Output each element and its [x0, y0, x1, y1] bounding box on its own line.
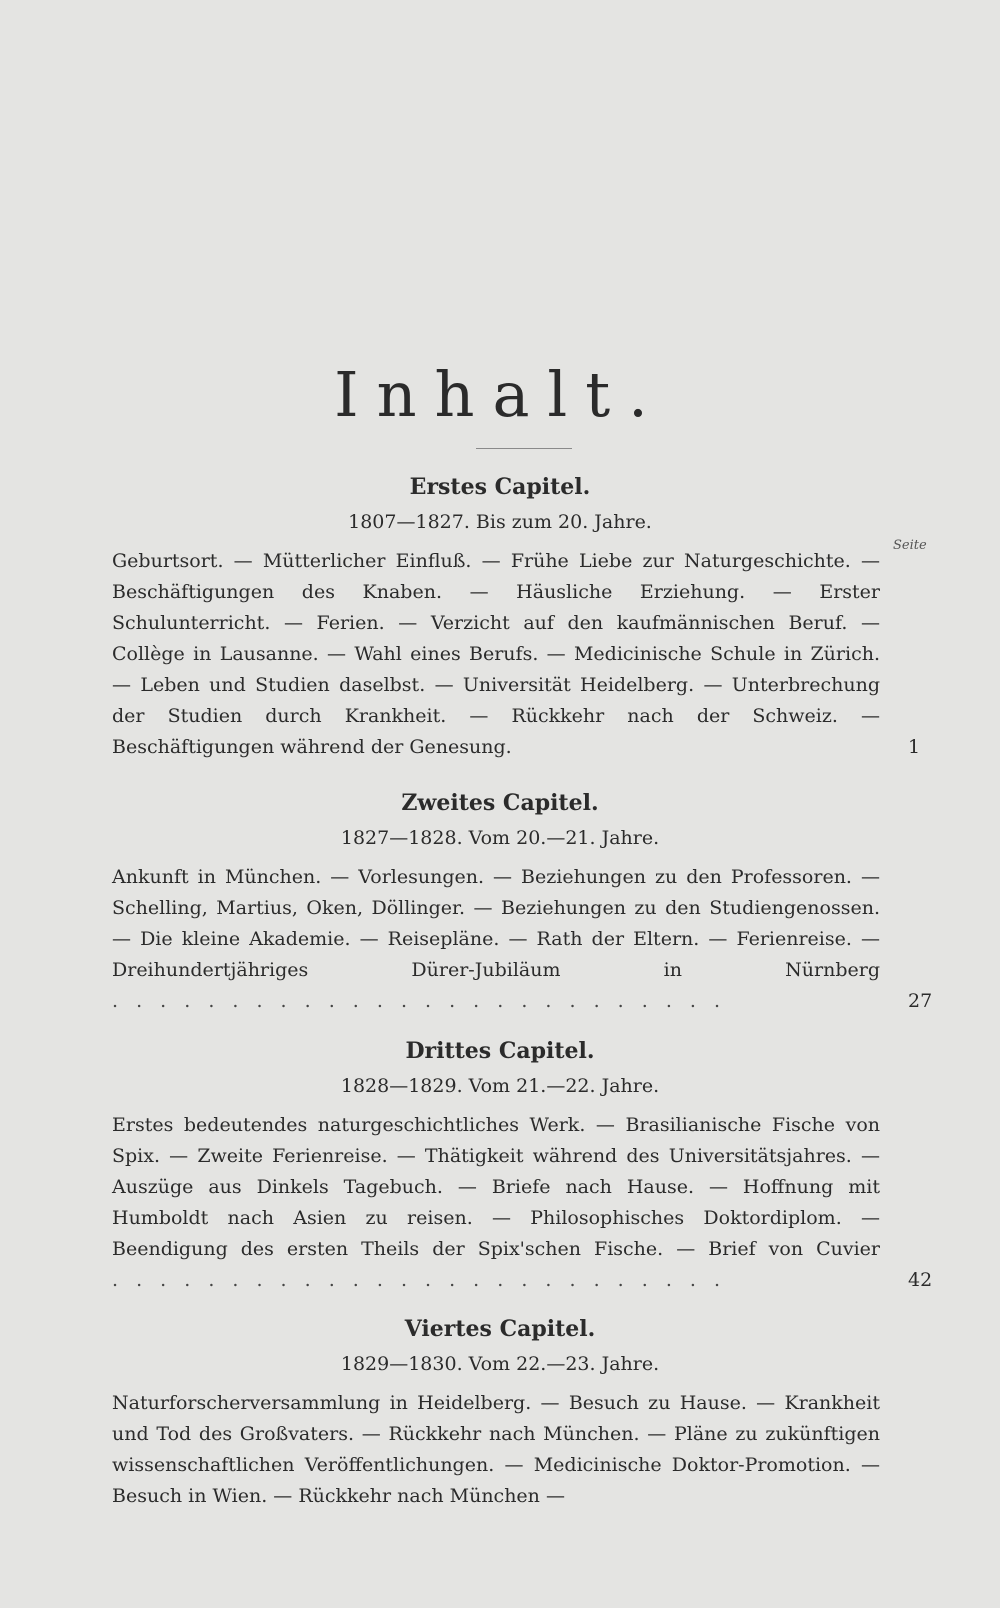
chapter-summary — [112, 546, 921, 763]
chapter-2 — [0, 786, 1000, 1017]
chapter-summary — [112, 1388, 880, 1512]
chapter-page-number: 1 — [908, 736, 921, 758]
chapter-4 — [0, 1312, 1000, 1512]
chapter-summary-text-wrap — [112, 862, 880, 1017]
chapter-3 — [0, 1034, 1000, 1296]
chapter-title: Zweites Capitel. — [401, 790, 599, 816]
chapter-summary — [112, 1110, 933, 1296]
chapter-subtitle: 1828—1829. Vom 21.—22. Jahre. — [340, 1075, 660, 1097]
dot-leader: . . . . . . . . . . . . . . . . . . . . . . . . . . — [112, 990, 727, 1012]
chapter-page-number: 27 — [908, 990, 933, 1012]
chapter-summary-text: Ankunft in München. — Vorlesungen. — Beziehungen zu den Professoren. — Schelling, Martius, Oken, Döllinger. — Beziehungen zu den Studiengenossen. — Die kleine Akademie. — Reisepläne. — Rath der Eltern. — Ferienreise. — Dreihundertjähriges Dürer-Jubiläum in Nürnberg — [112, 866, 880, 981]
chapter-summary — [112, 862, 933, 1017]
page-column-label: Seite — [893, 538, 927, 553]
chapter-subtitle: 1807—1827. Bis zum 20. Jahre. — [348, 511, 652, 533]
title-rule — [476, 448, 572, 449]
dot-leader: . . . . . . . . . . . . . . . . . . . . . . . . . . — [112, 1269, 727, 1291]
chapter-page-number: 42 — [908, 1269, 933, 1291]
chapter-title: Drittes Capitel. — [405, 1038, 595, 1064]
page-title: Inhalt. — [334, 358, 666, 431]
chapter-summary-text: Naturforscherversammlung in Heidelberg. — Besuch zu Hause. — Krankheit und Tod des Großvaters. — Rückkehr nach München. — Pläne zu zukünftigen wissenschaftlichen Veröffentlichungen. — Medicinische Doktor-Promotion. — Besuch in Wien. — Rückkehr nach München — — [112, 1392, 880, 1507]
chapter-title: Erstes Capitel. — [409, 474, 591, 500]
chapter-summary-text-wrap — [112, 1110, 880, 1296]
chapter-title: Viertes Capitel. — [404, 1316, 596, 1342]
chapter-subtitle: 1829—1830. Vom 22.—23. Jahre. — [340, 1353, 660, 1375]
chapter-summary-text: Geburtsort. — Mütterlicher Einfluß. — Frühe Liebe zur Naturgeschichte. — Beschäftigungen des Knaben. — Häusliche Erziehung. — Erster Schulunterricht. — Ferien. — Verzicht auf den kaufmännischen Beruf. — Collège in Lausanne. — Wahl eines Berufs. — Medicinische Schule in Zürich. — Leben und Studien daselbst. — Universität Heidelberg. — Unterbrechung der Studien durch Krankheit. — Rückkehr nach der Schweiz. — Beschäftigungen während der Genesung. — [112, 550, 880, 758]
chapter-subtitle: 1827—1828. Vom 20.—21. Jahre. — [340, 827, 660, 849]
chapter-summary-text: Erstes bedeutendes naturgeschichtliches Werk. — Brasilianische Fische von Spix. — Zweite Ferienreise. — Thätigkeit während des Universitätsjahres. — Auszüge aus Dinkels Tagebuch. — Briefe nach Hause. — Hoffnung mit Humboldt nach Asien zu reisen. — Philosophisches Doktordiplom. — Beendigung des ersten Theils der Spix'schen Fische. — Brief von Cuvier — [112, 1114, 880, 1260]
chapter-1 — [0, 470, 1000, 763]
